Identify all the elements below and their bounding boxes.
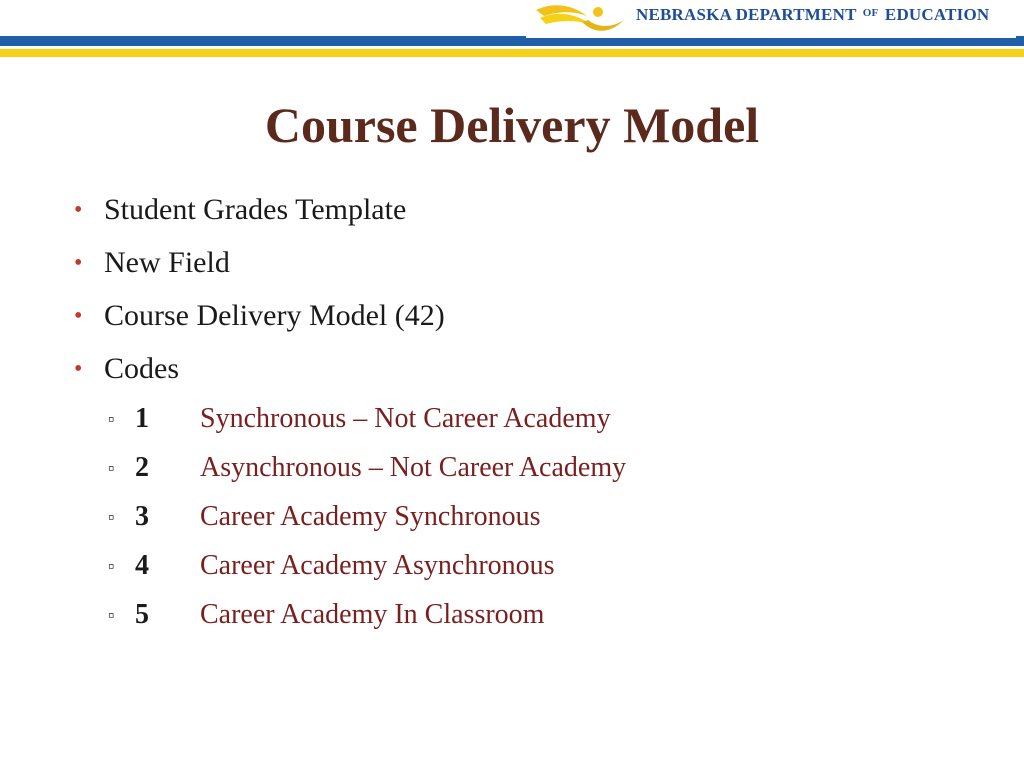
header-yellow-stripe: [0, 49, 1024, 57]
square-bullet-icon: ▫: [108, 458, 115, 478]
code-description: Career Academy Synchronous: [200, 501, 541, 532]
code-number: 1: [135, 403, 149, 434]
department-name-pre: NEBRASKA DEPARTMENT: [636, 5, 857, 24]
code-description: Asynchronous – Not Career Academy: [200, 452, 627, 483]
nde-swoosh-logo-icon: [532, 0, 632, 40]
bullet-item: [74, 246, 445, 299]
bullet-text: Student Grades Template: [104, 193, 407, 226]
square-bullet-icon: ▫: [108, 409, 115, 429]
department-name-of: OF: [862, 7, 879, 19]
bullet-dot-icon: •: [74, 197, 83, 223]
bullet-text: Course Delivery Model (42): [104, 299, 445, 332]
bullet-list: [74, 193, 445, 405]
square-bullet-icon: ▫: [108, 556, 115, 576]
bullet-dot-icon: •: [74, 303, 83, 329]
code-description: Career Academy Asynchronous: [200, 550, 555, 581]
header-bar: [0, 0, 1024, 60]
department-name-post: EDUCATION: [884, 5, 990, 24]
code-number: 3: [135, 501, 149, 532]
code-number: 2: [135, 452, 149, 483]
slide-title: Course Delivery Model: [264, 97, 760, 153]
department-logo: [526, 0, 1016, 38]
code-number: 4: [135, 550, 149, 581]
code-description: Synchronous – Not Career Academy: [200, 403, 611, 434]
bullet-item: [74, 193, 445, 246]
bullet-text: Codes: [104, 352, 179, 385]
code-number: 5: [135, 599, 149, 630]
square-bullet-icon: ▫: [108, 507, 115, 527]
square-bullet-icon: ▫: [108, 605, 115, 625]
code-description: Career Academy In Classroom: [200, 599, 545, 630]
bullet-item: [74, 299, 445, 352]
bullet-dot-icon: •: [74, 250, 83, 276]
bullet-item: [74, 352, 445, 405]
bullet-text: New Field: [104, 246, 230, 279]
department-name: [636, 5, 989, 25]
bullet-dot-icon: •: [74, 356, 83, 382]
